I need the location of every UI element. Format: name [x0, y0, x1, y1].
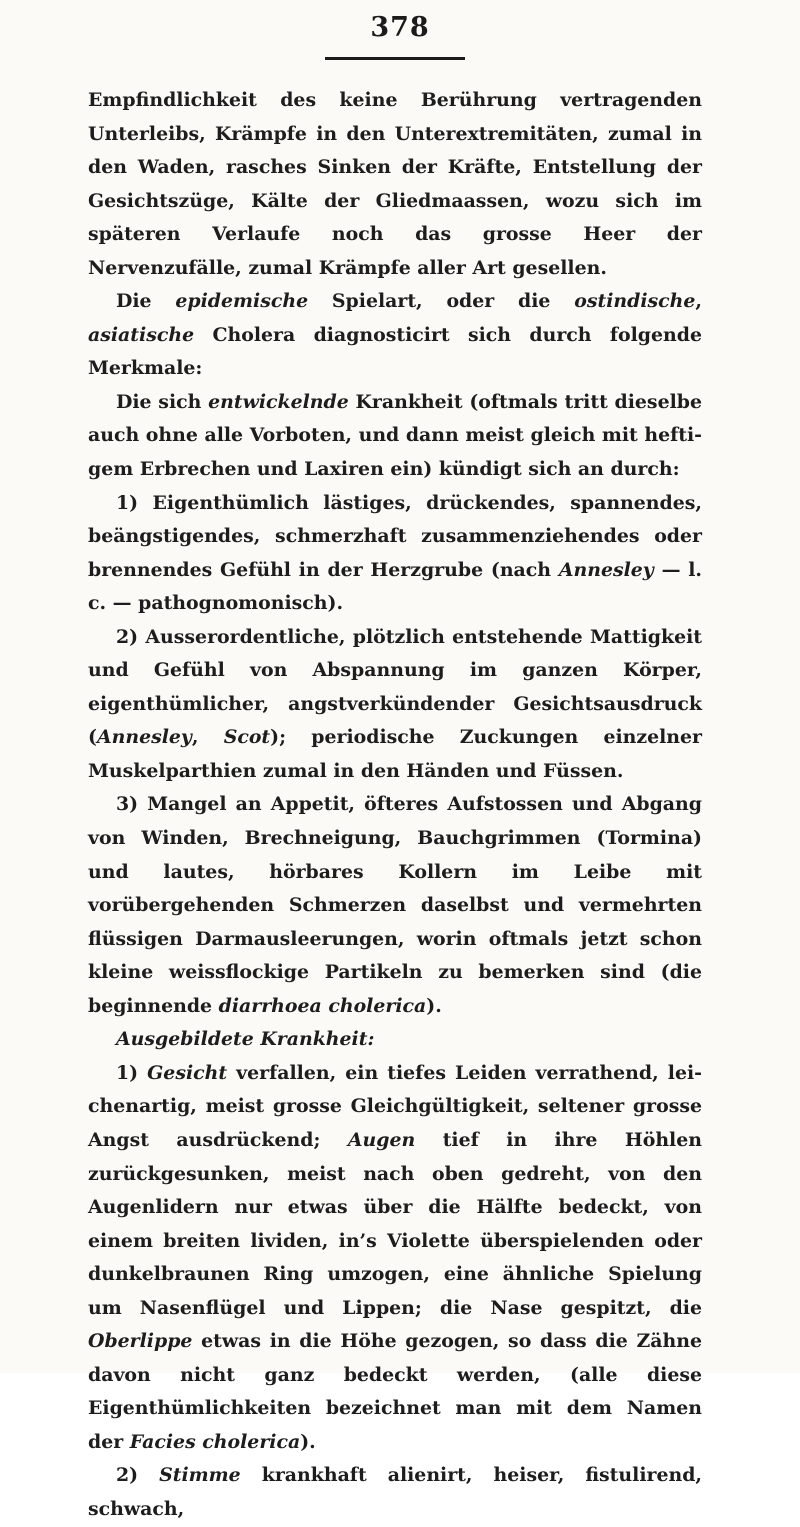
text-segment: 1) Eigenthümlich lästiges, drückendes, spannendes, beängstigendes, schmerzhaft zusammenziehendes oder brennendes Gefühl in der Herzgrube (nach [88, 491, 702, 581]
paragraph [88, 621, 702, 789]
italic-text: asiatische [88, 323, 195, 346]
paragraph [88, 84, 702, 285]
paragraph [88, 386, 702, 487]
text-segment: ); periodische Zuckungen einzelner Muskelparthien zumal in den Händen und Füssen. [88, 726, 703, 782]
text-segment: — l. c. — pathognomonisch). [88, 558, 702, 615]
paragraph [88, 1459, 702, 1526]
italic-text: Annesley [558, 558, 654, 581]
text-segment: tief in ihre Höhlen zurückgesunken, meist nach oben gedreht, von den Augenlidern nur etwas über die Hälfte bedeckt, von einem breiten lividen, in’s Violette überspielenden oder dunkelbraunen Ring umzogen, eine ähnliche Spielung um Nasenflügel und Lippen; die Nase gespitzt, die [88, 1128, 702, 1319]
paragraph [88, 788, 702, 1023]
italic-text: Stimme [159, 1464, 241, 1487]
paragraph [88, 1057, 702, 1460]
paragraph [88, 1023, 702, 1057]
text-segment: etwas in die Höhe gezogen, so dass die Zähne davon nicht ganz bedeckt werden, (alle diese Eigenthümlichkeiten bezeichnet man mit dem Namen der [88, 1330, 702, 1453]
text-segment: verfallen, ein tiefes Leiden verrathend, leichenartig, meist grosse Gleichgültigkeit, seltener grosse Angst ausdrückend; [88, 1061, 702, 1151]
text-segment: Empfindlichkeit des keine Berührung vertragenden Unterleibs, Krämpfe in den Unterextremitäten, zumal in den Waden, rasches Sinken der Kräfte, Entstellung der Gesichtszüge, Kälte der Gliedmaassen, wozu sich im späteren Verlaufe noch das grosse Heer der Nervenzufälle, zumal Krämpfe aller Art gesellen. [88, 89, 702, 279]
italic-text: Augen [347, 1128, 416, 1151]
italic-text: Gesicht [147, 1061, 228, 1084]
italic-text: Scot [223, 726, 271, 749]
text-segment: Cholera diagnosticirt sich durch folgende Merkmale: [88, 323, 702, 380]
italic-text: entwickelnde [208, 390, 349, 413]
text-segment: Die sich [116, 390, 209, 413]
italic-text: ostindische [574, 290, 696, 313]
header-rule [325, 57, 465, 60]
text-segment: , [191, 726, 224, 749]
italic-text: diarrhoea cholerica [218, 994, 427, 1017]
text-segment: ). [426, 994, 442, 1017]
text-segment: Krankheit (oftmals tritt dieselbe auch ohne alle Vorboten, und dann meist gleich mit heftigem Erbrechen und Laxiren ein) kündigt sich an durch: [88, 390, 702, 481]
paragraph [88, 487, 702, 621]
paragraph [88, 285, 702, 386]
text-segment: 2) [116, 1464, 160, 1487]
text-segment: Spielart, oder die [308, 290, 575, 313]
text-segment: 3) Mangel an Appetit, öfteres Aufstossen und Abgang von Winden, Brechneigung, Bauchgrimmen (Tormina) und lautes, hörbares Kollern im Leibe mit vorübergehenden Schmerzen daselbst und vermehrten flüssigen Darmausleerungen, worin oftmals jetzt schon kleine weissflockige Partikeln zu bemerken sind (die beginnende [88, 793, 702, 1017]
italic-text: Annesley [96, 726, 192, 749]
text-segment: 2) Ausserordentliche, plötzlich entstehende Mattigkeit und Gefühl von Abspannung im ganzen Körper, eigenthümlicher, angstverkündender Gesichtsausdruck ( [88, 625, 702, 749]
body-text [88, 84, 702, 1527]
text-segment: krankhaft alienirt, heiser, fistulirend, schwach, [88, 1464, 702, 1520]
italic-text: epidemische [175, 290, 309, 313]
italic-text: Facies cholerica [129, 1430, 301, 1453]
text-segment: , [695, 290, 702, 313]
italic-text: Oberlippe [88, 1330, 193, 1353]
italic-text: Ausgebildete Krankheit: [116, 1028, 375, 1051]
text-segment: ). [300, 1430, 316, 1453]
text-segment: Die [116, 290, 176, 313]
text-segment: 1) [116, 1061, 148, 1084]
page-number: 378 [370, 12, 430, 43]
